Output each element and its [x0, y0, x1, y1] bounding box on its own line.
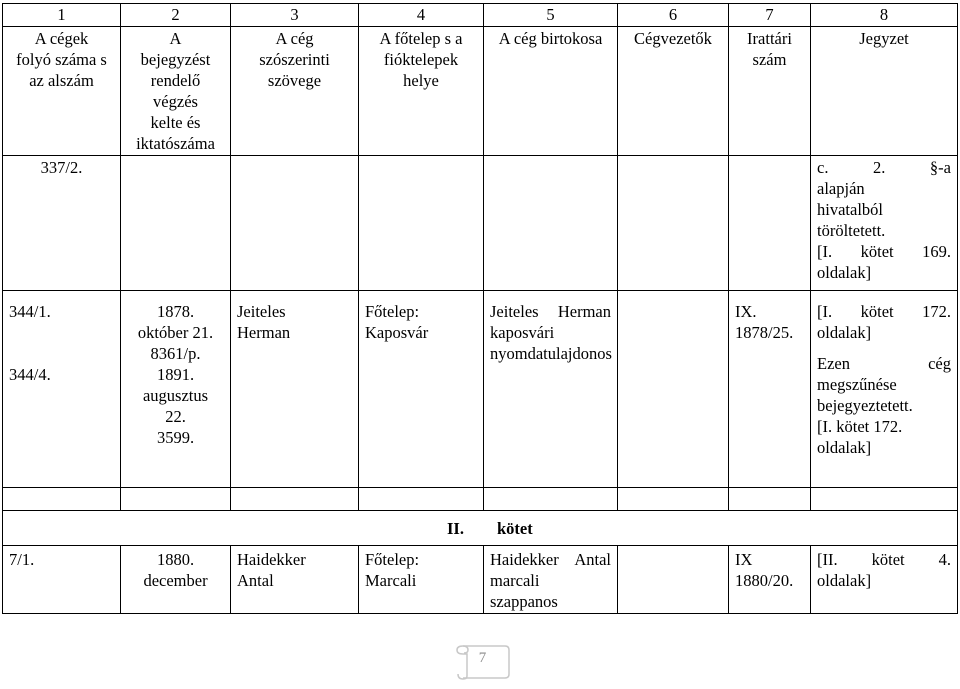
col-num-7: 7 — [729, 4, 811, 27]
order-date-cell: 1878. október 21. 8361/p. 1891. augusztus 22. 3599. — [121, 291, 231, 488]
blank-row — [3, 488, 958, 511]
company-text-cell: Haidekker Antal — [231, 546, 359, 614]
row-number: 7/1. — [3, 546, 121, 614]
col-num-1: 1 — [3, 4, 121, 27]
col-num-5: 5 — [484, 4, 618, 27]
volume-heading-row — [3, 511, 958, 546]
col-num-4: 4 — [359, 4, 484, 27]
col-num-6: 6 — [618, 4, 729, 27]
owner-cell: Jeiteles Herman kaposvári nyomdatulajdonos — [484, 291, 618, 488]
header-row — [3, 27, 958, 156]
company-text-cell: Jeiteles Herman — [231, 291, 359, 488]
seat-cell: Főtelep: Kaposvár — [359, 291, 484, 488]
row-number: 344/1. 344/4. — [3, 291, 121, 488]
order-date-cell: 1880. december — [121, 546, 231, 614]
col-num-3: 3 — [231, 4, 359, 27]
note-cell: c. 2. §-a alapján hivatalból töröltetett. [I. kötet 169. oldalak] — [811, 156, 958, 291]
header-seat: A főtelep s a fióktelepek helye — [359, 27, 484, 156]
volume-number: II. — [447, 519, 464, 538]
header-managers: Cégvezetők — [618, 27, 729, 156]
note-cell: [II. kötet 4. oldalak] — [811, 546, 958, 614]
seat-cell: Főtelep: Marcali — [359, 546, 484, 614]
row-number: 337/2. — [3, 156, 121, 291]
column-number-row — [3, 4, 958, 27]
header-owner: A cég birtokosa — [484, 27, 618, 156]
owner-cell: Haidekker Antal marcali szappanos — [484, 546, 618, 614]
header-order-date: A bejegyzést rendelő végzés kelte és iktatószáma — [121, 27, 231, 156]
volume-word: kötet — [497, 519, 533, 538]
page-number-badge — [455, 642, 510, 680]
col-num-8: 8 — [811, 4, 958, 27]
note-cell: [I. kötet 172. oldalak] Ezen cég megszűnése bejegyeztetett. [I. kötet 172. oldalak] — [811, 291, 958, 488]
header-company-number: A cégek folyó száma s az alszám — [3, 27, 121, 156]
page-number: 7 — [478, 650, 487, 666]
table-row — [3, 156, 958, 291]
table-row — [3, 546, 958, 614]
archive-cell: IX 1880/20. — [729, 546, 811, 614]
col-num-2: 2 — [121, 4, 231, 27]
header-company-text: A cég szószerinti szövege — [231, 27, 359, 156]
archive-cell: IX. 1878/25. — [729, 291, 811, 488]
company-register-table — [2, 3, 958, 614]
table-row — [3, 291, 958, 488]
header-archive: Irattári szám — [729, 27, 811, 156]
header-note: Jegyzet — [811, 27, 958, 156]
